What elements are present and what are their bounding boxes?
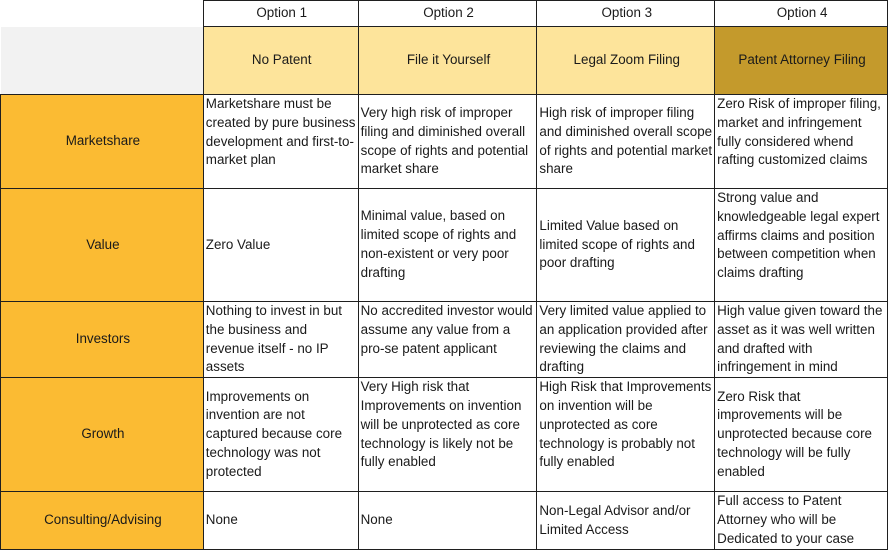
cell-marketshare-option-2: Very high risk of improper filing and diminished overall scope of rights and potential market share xyxy=(358,95,537,189)
cell-value-option-2: Minimal value, based on limited scope of rights and non-existent or very poor drafting xyxy=(358,189,537,302)
cell-value-option-4: Strong value and knowledgeable legal expert affirms claims and position between competition when claims drafting xyxy=(715,189,888,302)
table-row-investors xyxy=(1,302,888,378)
cell-value-option-3: Limited Value based on limited scope of rights and poor drafting xyxy=(537,189,715,302)
cell-growth-option-1: Improvements on invention are not captured because core technology was not protected xyxy=(203,378,358,492)
option-4-name: Patent Attorney Filing xyxy=(715,27,888,95)
option-name-row xyxy=(1,27,888,95)
cell-investors-option-3: Very limited value applied to an application provided after reviewing the claims and drafting xyxy=(537,302,715,378)
row-label-marketshare: Marketshare xyxy=(1,95,204,189)
row-label-value: Value xyxy=(1,189,204,302)
row-label-investors: Investors xyxy=(1,302,204,378)
corner-cell-lower xyxy=(1,27,204,95)
cell-value-option-1: Zero Value xyxy=(203,189,358,302)
cell-marketshare-option-4: Zero Risk of improper filing, market and infringement fully considered whend rafting customized claims xyxy=(715,95,888,189)
option-3-number: Option 3 xyxy=(537,1,715,27)
cell-marketshare-option-3: High risk of improper filing and diminished overall scope of rights and potential market share xyxy=(537,95,715,189)
corner-cell xyxy=(1,1,204,27)
table-row-marketshare xyxy=(1,95,888,189)
option-2-number: Option 2 xyxy=(358,1,537,27)
cell-growth-option-2: Very High risk that Improvements on invention will be unprotected as core technology is likely not be fully enabled xyxy=(358,378,537,492)
row-label-consulting: Consulting/Advising xyxy=(1,492,204,550)
option-4-number: Option 4 xyxy=(715,1,888,27)
cell-growth-option-4: Zero Risk that improvements will be unprotected because core technology will be fully enabled xyxy=(715,378,888,492)
option-1-name: No Patent xyxy=(203,27,358,95)
table-row-value xyxy=(1,189,888,302)
option-2-name: File it Yourself xyxy=(358,27,537,95)
row-label-growth: Growth xyxy=(1,378,204,492)
option-number-row xyxy=(1,1,888,27)
option-1-number: Option 1 xyxy=(203,1,358,27)
cell-investors-option-1: Nothing to invest in but the business and revenue itself - no IP assets xyxy=(203,302,358,378)
cell-consulting-option-4: Full access to Patent Attorney who will be Dedicated to your case xyxy=(715,492,888,550)
option-3-name: Legal Zoom Filing xyxy=(537,27,715,95)
cell-consulting-option-1: None xyxy=(203,492,358,550)
table-row-consulting xyxy=(1,492,888,550)
cell-investors-option-2: No accredited investor would assume any value from a pro-se patent applicant xyxy=(358,302,537,378)
table-row-growth xyxy=(1,378,888,492)
cell-consulting-option-3: Non-Legal Advisor and/or Limited Access xyxy=(537,492,715,550)
cell-growth-option-3: High Risk that Improvements on invention will be unprotected as core technology is probably not fully enabled xyxy=(537,378,715,492)
cell-investors-option-4: High value given toward the asset as it was well written and drafted with infringement in mind xyxy=(715,302,888,378)
cell-marketshare-option-1: Marketshare must be created by pure business development and first-to-market plan xyxy=(203,95,358,189)
cell-consulting-option-2: None xyxy=(358,492,537,550)
